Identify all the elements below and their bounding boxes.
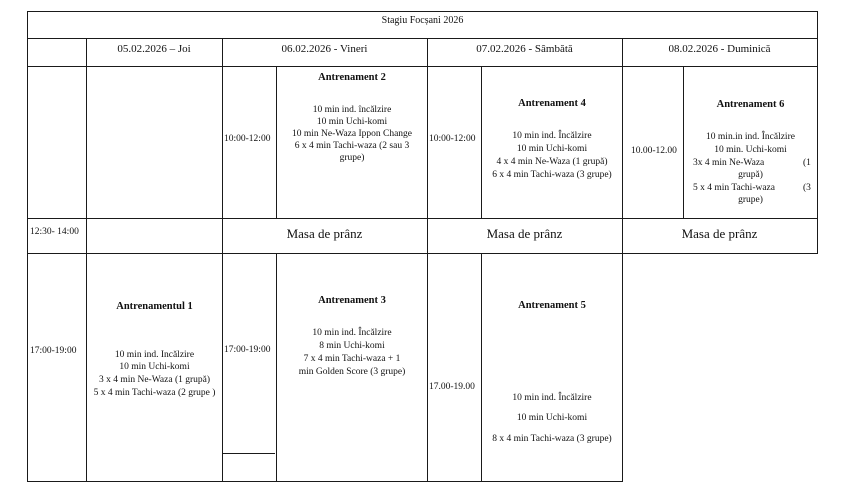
rule — [817, 11, 818, 254]
session-title: Antrenament 4 — [518, 98, 586, 109]
lunch-label: Masa de prânz — [681, 226, 758, 241]
session-line: 10 min ind. Încălzire — [512, 393, 592, 403]
lunch-label: Masa de prânz — [486, 226, 563, 241]
session-line: grupă) — [738, 170, 763, 180]
rule — [27, 11, 28, 482]
session-line: 10 min Uchi-komi — [119, 362, 190, 372]
document-title: Stagiu Focșani 2026 — [381, 15, 464, 26]
session-line: 10 min Ne-Waza Ippon Change — [291, 129, 413, 139]
session-title: Antrenamentul 1 — [116, 301, 193, 312]
session-time: 17:00-19:00 — [30, 346, 77, 356]
session-line: 10 min Uchi-komi — [516, 413, 588, 423]
session-line: 6 x 4 min Tachi-waza (2 sau 3 — [294, 141, 410, 151]
rule — [27, 253, 818, 254]
rule — [427, 38, 428, 482]
rule — [27, 11, 818, 12]
rule — [222, 38, 223, 482]
session-line: 5 x 4 min Tachi-waza (2 grupe ) — [93, 388, 216, 398]
session-line: 6 x 4 min Tachi-waza (3 grupe) — [492, 170, 612, 180]
session-time: 10:00-12:00 — [429, 134, 476, 144]
day-header-thursday: 05.02.2026 – Joi — [117, 43, 191, 55]
session-line: 10 min ind. Încălzire — [312, 328, 392, 338]
session-title: Antrenament 2 — [318, 72, 386, 83]
rule — [27, 481, 622, 482]
rule — [27, 218, 818, 219]
session-line: 8 x 4 min Tachi-waza (3 grupe) — [492, 434, 612, 444]
session-line: min Golden Score (3 grupe) — [298, 367, 406, 377]
session-line: 5 x 4 min Tachi-waza — [693, 183, 775, 193]
session-title: Antrenament 3 — [318, 295, 386, 306]
session-title: Antrenament 5 — [518, 300, 586, 311]
session-time: 17.00-19.00 — [429, 382, 475, 392]
session-line: 10 min ind. încălzire — [312, 105, 392, 115]
day-header-saturday: 07.02.2026 - Sâmbătă — [476, 43, 573, 55]
rule — [622, 38, 623, 482]
session-line: 10 min.in ind. Încălzire — [706, 132, 795, 142]
session-line: 10 min Uchi-komi — [316, 117, 388, 127]
session-line: grupe) — [339, 153, 365, 163]
session-line: 10 min. Uchi-komi — [714, 145, 787, 155]
rule — [86, 38, 87, 482]
session-title: Antrenament 6 — [716, 99, 785, 110]
day-header-friday: 06.02.2026 - Vineri — [281, 43, 368, 55]
rule — [27, 66, 818, 67]
lunch-time: 12:30- 14:00 — [30, 227, 79, 237]
session-line: 8 min Uchi-komi — [319, 341, 385, 351]
session-time: 10:00-12:00 — [224, 134, 271, 144]
session-line: grupe) — [738, 195, 763, 205]
session-line: 7 x 4 min Tachi-waza + 1 — [303, 354, 401, 364]
session-time: 10.00-12.00 — [631, 146, 677, 156]
session-line: 10 min ind. Incălzire — [114, 350, 195, 360]
session-line: 10 min Uchi-komi — [516, 144, 588, 154]
session-line: (1 — [803, 158, 811, 168]
session-line: 10 min ind. Încălzire — [512, 131, 592, 141]
session-time: 17:00-19:00 — [224, 345, 271, 355]
session-line: (3 — [803, 183, 811, 193]
rule — [222, 453, 275, 454]
session-line: 4 x 4 min Ne-Waza (1 grupă) — [496, 157, 608, 167]
rule — [481, 253, 482, 482]
session-line: 3 x 4 min Ne-Waza (1 grupă) — [98, 375, 211, 385]
rule — [27, 38, 818, 39]
day-header-sunday: 08.02.2026 - Duminică — [668, 43, 771, 55]
session-line: 3x 4 min Ne-Waza — [693, 158, 765, 168]
lunch-label: Masa de prânz — [286, 226, 363, 241]
